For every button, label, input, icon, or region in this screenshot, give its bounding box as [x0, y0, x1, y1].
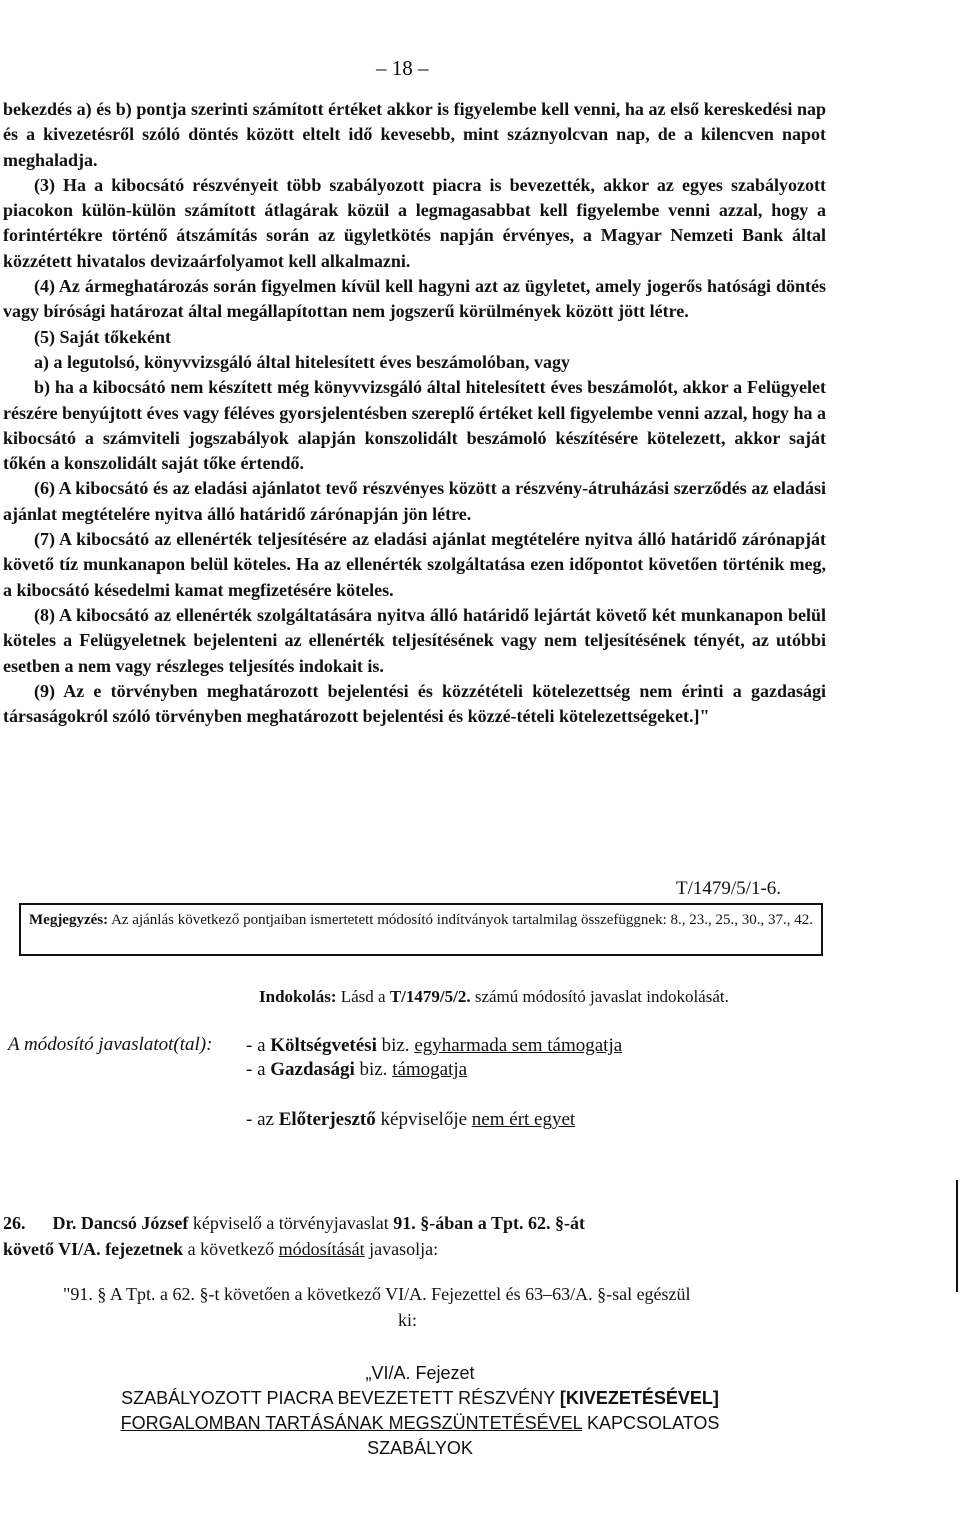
submitter-middle: képviselője [380, 1109, 468, 1130]
paragraph-5b: b) ha a kibocsátó nem készített még könyvvizsgáló által hitelesített éves beszámolót, akkor a Felügyelet részére benyújtott éves vagy féléves gyorsjelentésben szereplő értéket kell figyelembe venni azzal, hogy ha a kibocsátó a számviteli jogszabályok alapján konszolidált beszámoló készítésére kötelezett, akkor saját tőkén a konszolidált saját tőke értendő. [3, 377, 826, 474]
quote-ki: ki: [398, 1310, 418, 1330]
submitter-position [246, 1109, 575, 1131]
paragraph-8: (8) A kibocsátó az ellenérték szolgáltatására nyitva álló határidő lejártát követő két munkanapon belül köteles a Felügyeletnek bejelenteni az ellenérték teljesítésének vagy nem teljesítésének tényét, az utóbbi esetben a nem vagy részleges teljesítés indokait is. [3, 604, 826, 676]
paragraph-3: (3) Ha a kibocsátó részvényeit több szabályozott piacra is bevezették, akkor az egyes szabályozott piacokon külön-külön számított átlagárak közül a legmagasabbat kell figyelembe venni azzal, hogy a forintértékre történő átszámítás során az ügyletkötés napján érvényes, a Magyar Nemzeti Bank által közzétett hivatalos devizaárfolyamot kell alkalmazni. [3, 174, 826, 271]
chapter-heading: „VI/A. Fejezet [365, 1363, 475, 1383]
page-number: – 18 – [376, 56, 429, 80]
reasoning [259, 987, 729, 1007]
reasoning-label: Indokolás: [259, 987, 337, 1006]
signatory-label: A módosító javaslatot(tal): [8, 1034, 213, 1055]
committee-name: Gazdasági [270, 1059, 355, 1080]
paragraph-7: (7) A kibocsátó az ellenérték teljesítésére az eladási ajánlat megtételére nyitva álló határidő zárónapját követő tíz munkanapon belül köteles. Ha az ellenérték szolgáltatása ezen időpontot követően történik meg, a kibocsátó késedelmi kamat megfizetésére köteles. [3, 529, 826, 600]
proposal-number: 26. [3, 1213, 26, 1233]
submitter-decision: nem ért egyet [471, 1109, 576, 1130]
vote-suffix: biz. [381, 1035, 410, 1056]
proposal-action: módosítását [278, 1239, 365, 1259]
proposal-text: a következő [187, 1239, 275, 1259]
chapter-line-3: SZABÁLYOK [367, 1438, 473, 1458]
margin-line [956, 1180, 958, 1292]
chapter-text: SZABÁLYOZOTT PIACRA BEVEZETETT RÉSZVÉNY [121, 1388, 555, 1408]
chapter-bracket-text: [KIVEZETÉSÉVEL] [559, 1388, 719, 1408]
chapter-underlined-text: FORGALOMBAN TARTÁSÁNAK MEGSZÜNTETÉSÉVEL [120, 1413, 583, 1433]
vote-decision: támogatja [392, 1059, 468, 1080]
reasoning-tail: számú módosító javaslat indokolását. [474, 987, 729, 1006]
section-sign: § [554, 1213, 564, 1233]
proposal-title: Dr. [52, 1213, 77, 1233]
proposal-text: képviselő a törvényjavaslat [192, 1213, 389, 1233]
chapter-line-1 [0, 1386, 840, 1411]
chapter-line-2 [0, 1411, 840, 1436]
reasoning-ref: T/1479/5/2. [389, 987, 471, 1006]
committee-votes [246, 1034, 622, 1082]
submitter-prefix: - az [246, 1109, 274, 1130]
proposal-name: Dancsó József [80, 1213, 189, 1233]
proposal-text: -át [563, 1213, 585, 1233]
proposal-section: 91. [393, 1213, 416, 1233]
document-reference: T/1479/5/1-6. [676, 878, 782, 899]
vote-prefix: - a [246, 1035, 266, 1056]
proposal-text: követő VI/A. fejezetnek [3, 1239, 184, 1259]
reasoning-text: Lásd a [340, 987, 386, 1006]
vote-prefix: - a [246, 1059, 266, 1080]
vote-budget [246, 1034, 622, 1058]
note-box [19, 903, 823, 956]
paragraph-4: (4) Az ármeghatározás során figyelmen kívül kell hagyni azt az ügyletet, amely jogerős hatósági döntés vagy bírósági határozat által megállapítottan nem jogszerű körülmények között jött létre. [3, 276, 826, 322]
paragraph-9: (9) Az e törvényben meghatározott bejelentési és közzétételi kötelezettség nem érinti a gazdasági társaságokról szóló törvényben meghatározott bejelentési és közzé-tételi kötelezettségeket.]" [3, 680, 826, 727]
amendment-body [3, 97, 826, 729]
section-sign: § [420, 1213, 430, 1233]
paragraph-continuation: bekezdés a) és b) pontja szerinti számított értéket akkor is figyelembe kell venni, ha az első kereskedési nap és a kivezetésről szóló döntés között eltelt idő kevesebb, mint száznyolcvan nap, de a kilencven napot meghaladja. [3, 99, 826, 170]
paragraph-6: (6) A kibocsátó és az eladási ajánlatot tevő részvényes között a részvény-átruházási szerződés az eladási ajánlat megtételére nyitva álló határidő zárónapján jön létre. [3, 478, 826, 524]
vote-economic [246, 1058, 622, 1082]
proposal-text: javasolja: [369, 1239, 439, 1259]
vote-suffix: biz. [359, 1059, 388, 1080]
proposal-26 [3, 1210, 823, 1262]
quote-head: "91. § A Tpt. a 62. §-t követően a következő VI/A. Fejezettel és 63–63/A. §-sal egészül [63, 1284, 691, 1304]
chapter-text: KAPCSOLATOS [587, 1413, 720, 1433]
proposal-text: -ában a Tpt. 62. [429, 1213, 551, 1233]
note-label: Megjegyzés: [29, 912, 109, 928]
paragraph-5: (5) Saját tőkeként [34, 326, 171, 347]
vote-decision: egyharmada sem támogatja [414, 1035, 623, 1056]
committee-name: Költségvetési [270, 1035, 377, 1056]
submitter-role: Előterjesztő [278, 1109, 376, 1130]
paragraph-5a: a) a legutolsó, könyvvizsgáló által hitelesített éves beszámolóban, vagy [34, 351, 570, 372]
note-text: Az ajánlás következő pontjaiban ismertetett módosító indítványok tartalmilag összefüggnek: 8., 23., 25., 30., 37., 42. [111, 912, 814, 928]
chapter-title [0, 1361, 840, 1461]
